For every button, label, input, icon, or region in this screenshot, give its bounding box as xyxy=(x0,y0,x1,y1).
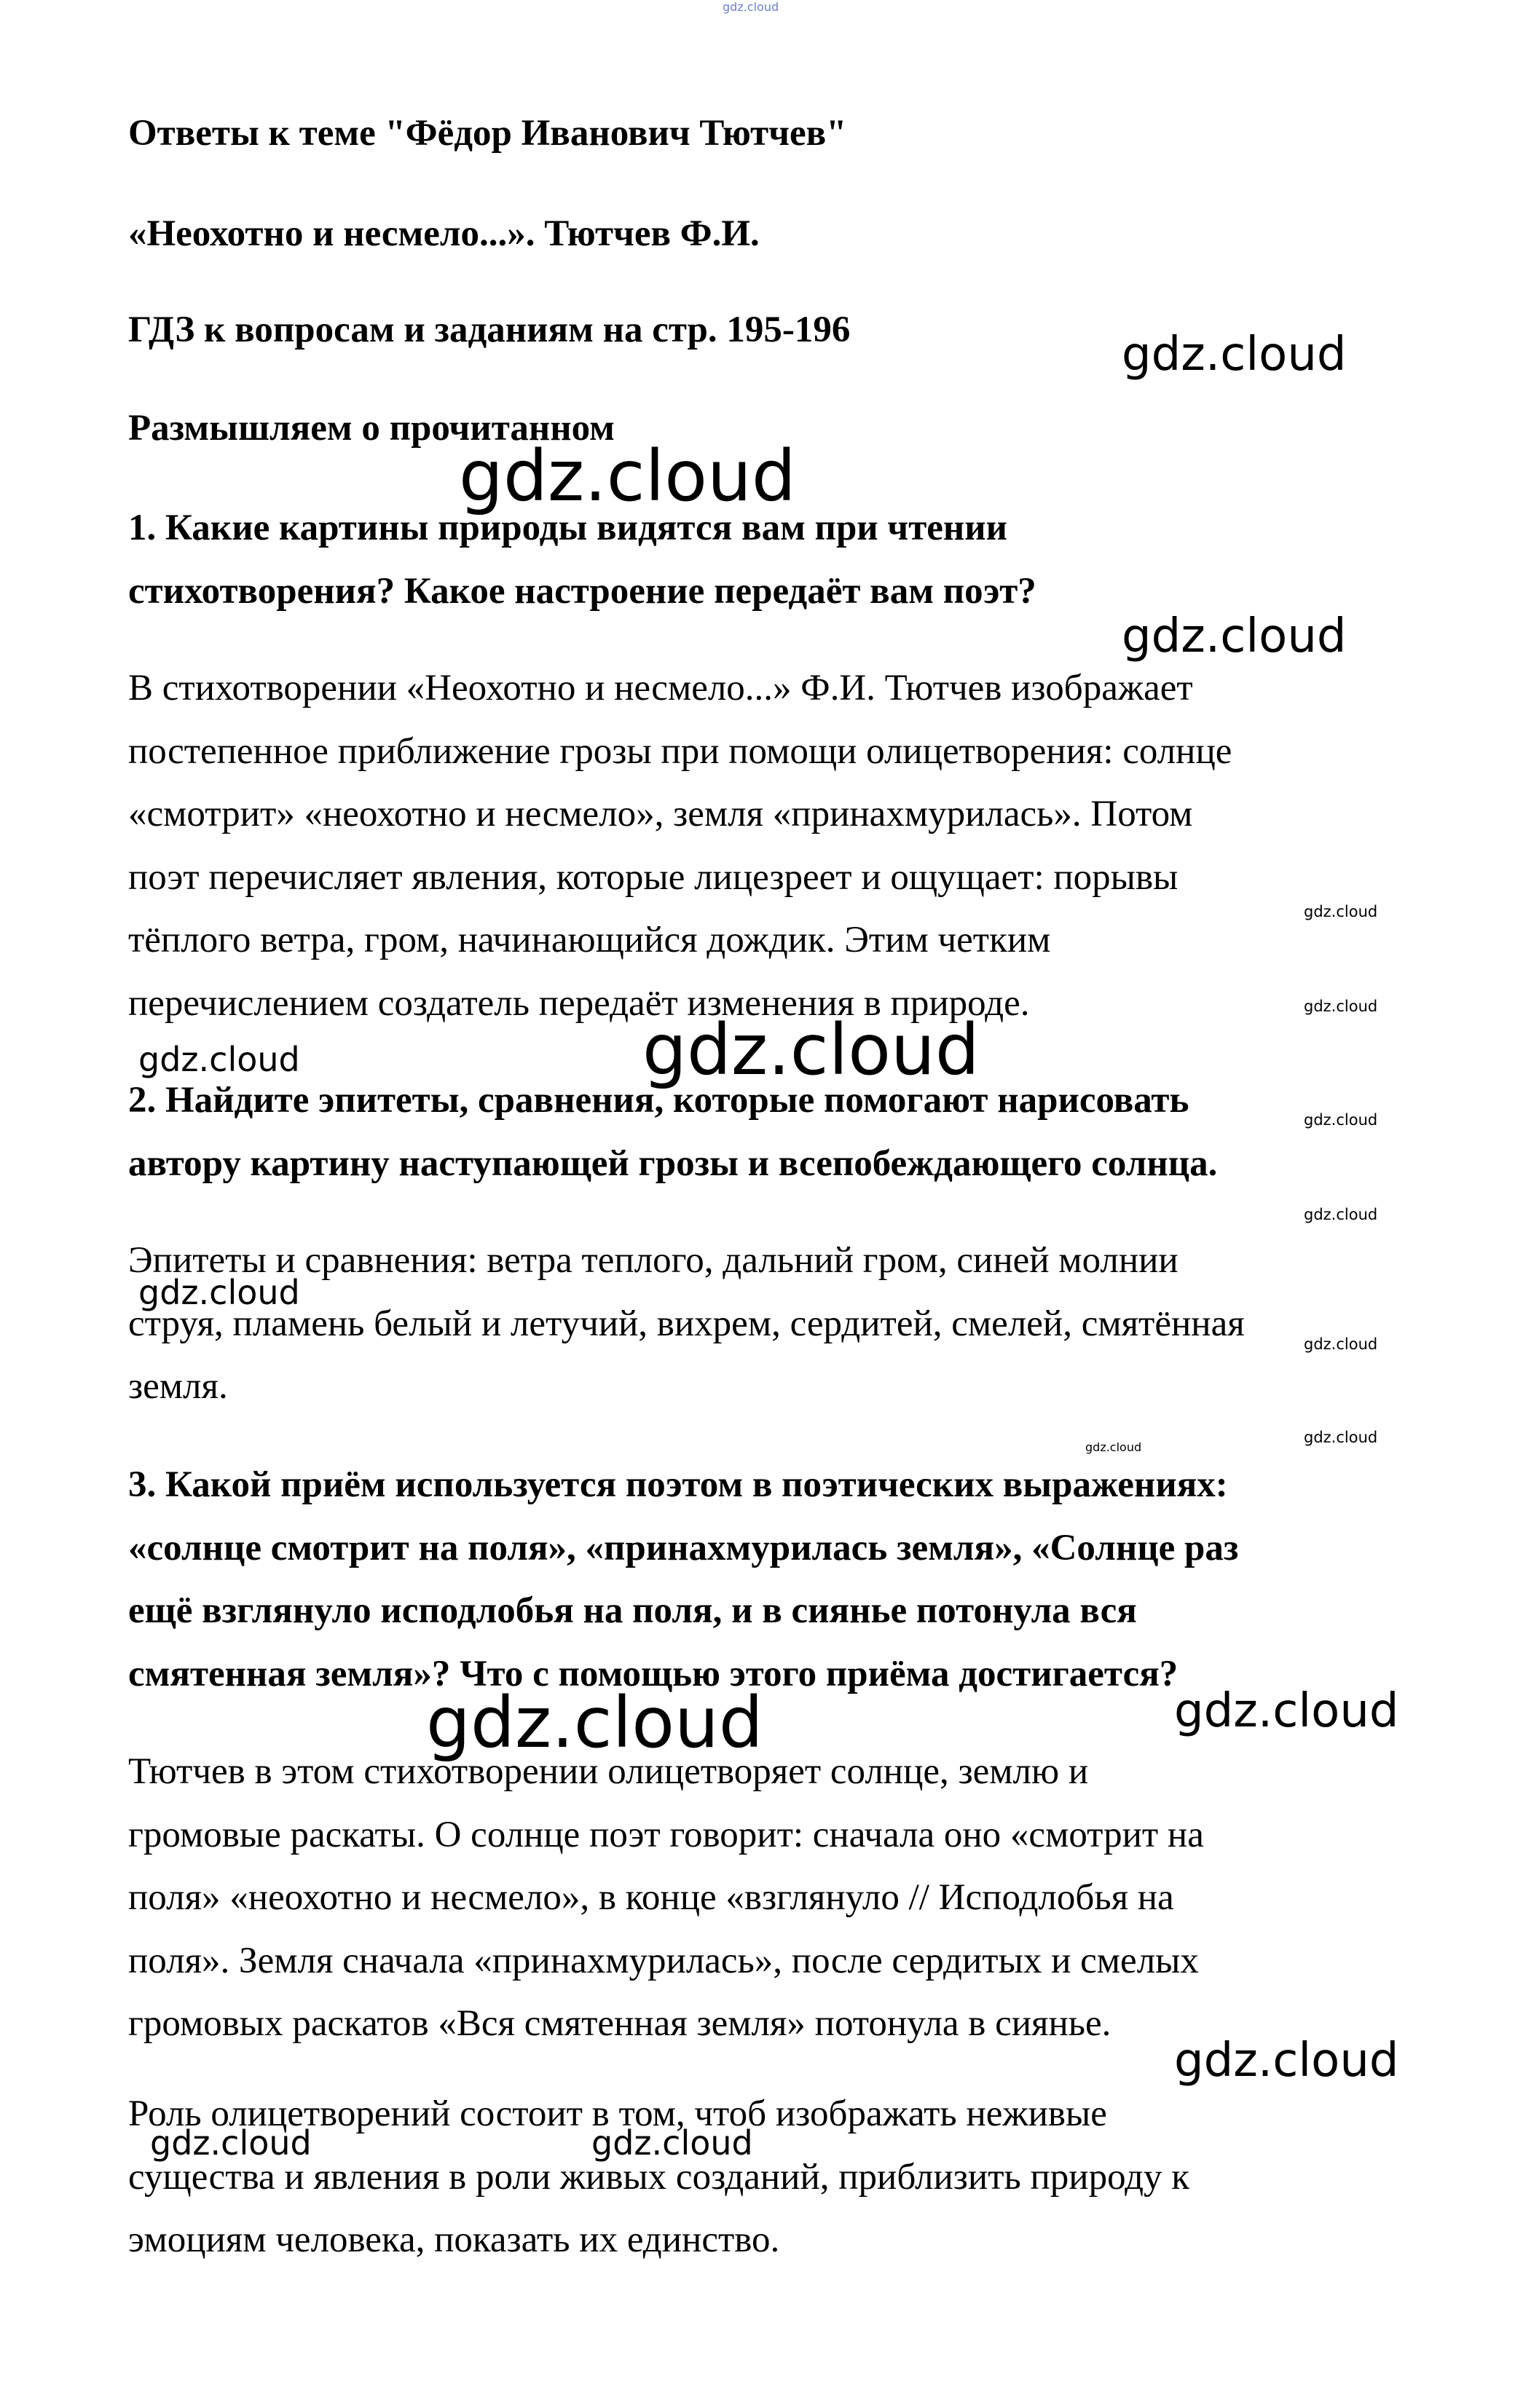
watermark: gdz.cloud xyxy=(1304,1111,1378,1129)
question-line: автору картину наступающей грозы и всепобеждающего солнца. xyxy=(128,1142,1218,1184)
watermark: gdz.cloud xyxy=(1304,1429,1378,1446)
answer-line: струя, пламень белый и летучий, вихрем, сердитей, смелей, смятённая xyxy=(128,1303,1245,1344)
watermark: gdz.cloud xyxy=(1304,903,1378,920)
answer-line: громовые раскаты. О солнце поэт говорит: сначала оно «смотрит на xyxy=(128,1814,1204,1855)
answer-line: В стихотворении «Неохотно и несмело...» Ф.И. Тютчев изображает xyxy=(128,668,1193,708)
watermark: gdz.cloud xyxy=(1174,2034,1399,2088)
answer-line: Тютчев в этом стихотворении олицетворяет солнце, землю и xyxy=(128,1751,1089,1792)
watermark: gdz.cloud xyxy=(138,1273,300,1312)
question-line: 3. Какой приём используется поэтом в поэтических выражениях: xyxy=(128,1464,1228,1505)
answer-line: громовых раскатов «Вся смятенная земля» потонула в сиянье. xyxy=(128,2003,1111,2044)
answer-line: перечислением создатель передаёт изменения в природе. xyxy=(128,982,1030,1024)
answer-line: существа и явления в роли живых созданий, приблизить природу к xyxy=(128,2156,1190,2198)
watermark: gdz.cloud xyxy=(1174,1684,1399,1738)
watermark: gdz.cloud xyxy=(1304,1206,1378,1223)
watermark: gdz.cloud xyxy=(1122,328,1347,382)
answer-line: тёплого ветра, гром, начинающийся дождик. Этим четким xyxy=(128,920,1051,960)
watermark: gdz.cloud xyxy=(1304,998,1378,1015)
question-line: 2. Найдите эпитеты, сравнения, которые помогают нарисовать xyxy=(128,1080,1189,1121)
question-line: «солнце смотрит на поля», «принахмурилась земля», «Солнце раз xyxy=(128,1527,1239,1568)
answer-line: эмоциям человека, показать их единство. xyxy=(128,2219,780,2260)
watermark: gdz.cloud xyxy=(138,1040,300,1079)
question-line: стихотворения? Какое настроение передаёт вам поэт? xyxy=(128,570,1036,612)
watermark: gdz.cloud xyxy=(426,1682,763,1764)
document-title: Ответы к теме "Фёдор Иванович Тютчев" xyxy=(128,113,847,154)
question-line: ещё взглянуло исподлобья на поля, и в сиянье потонула вся xyxy=(128,1590,1137,1631)
answer-line: «смотрит» «неохотно и несмело», земля «принахмурилась». Потом xyxy=(128,794,1193,834)
answer-line: поля». Земля сначала «принахмурилась», после сердитых и смелых xyxy=(128,1940,1199,1981)
answer-3-conclusion xyxy=(128,2083,1189,2272)
watermark: gdz.cloud xyxy=(1085,1440,1142,1454)
watermark: gdz.cloud xyxy=(459,435,796,517)
question-line: смятенная земля»? Что с помощью этого приёма достигается? xyxy=(128,1653,1178,1694)
watermark-top: gdz.cloud xyxy=(723,0,779,14)
answer-line: поля» «неохотно и несмело», в конце «взглянуло // Исподлобья на xyxy=(128,1877,1174,1918)
watermark: gdz.cloud xyxy=(1304,1335,1378,1353)
watermark: gdz.cloud xyxy=(150,2123,312,2163)
answer-line: Эпитеты и сравнения: ветра теплого, дальний гром, синей молнии xyxy=(128,1240,1178,1281)
answer-line: поэт перечисляет явления, которые лицезреет и ощущает: порывы xyxy=(128,856,1178,898)
pages-subtitle: ГДЗ к вопросам и заданиям на стр. 195-196 xyxy=(128,309,851,350)
poem-title: «Неохотно и несмело...». Тютчев Ф.И. xyxy=(128,213,760,254)
question-line: 1. Какие картины природы видятся вам при чтении xyxy=(128,508,1008,548)
answer-2 xyxy=(128,1229,1245,1418)
answer-3 xyxy=(128,1740,1204,2056)
question-3 xyxy=(128,1453,1238,1705)
answer-line: земля. xyxy=(128,1366,228,1407)
answer-line: постепенное приближение грозы при помощи олицетворения: солнце xyxy=(128,730,1232,772)
section-title: Размышляем о прочитанном xyxy=(128,408,615,449)
answer-line: Роль олицетворений состоит в том, чтоб изображать неживые xyxy=(128,2093,1107,2134)
watermark: gdz.cloud xyxy=(1122,609,1347,663)
watermark: gdz.cloud xyxy=(591,2123,753,2163)
watermark: gdz.cloud xyxy=(642,1009,980,1091)
answer-1 xyxy=(128,657,1232,1035)
